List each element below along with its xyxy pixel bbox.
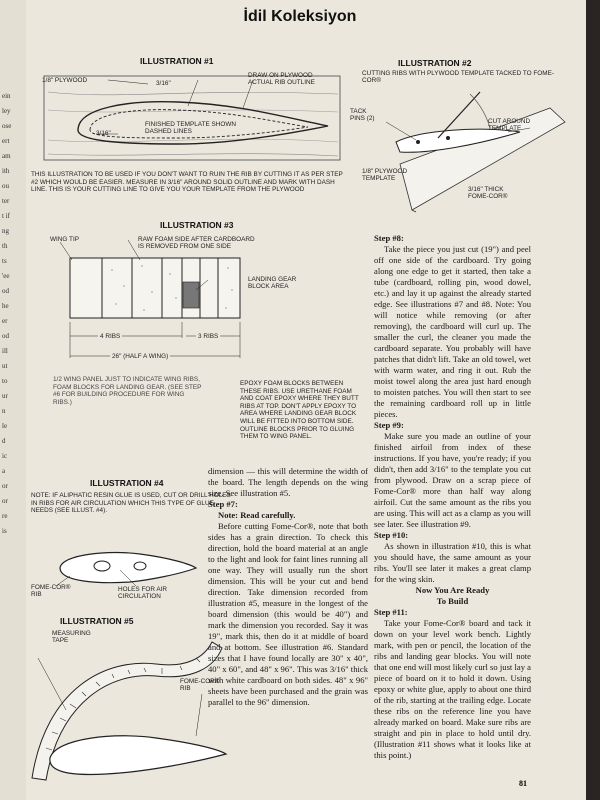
step8-heading: Step #8: xyxy=(374,233,404,243)
left-page-fragment: ng xyxy=(2,227,9,235)
step7-note: Note: Read carefully. xyxy=(218,510,296,520)
left-page-fragment: ou xyxy=(2,182,9,190)
ill1-plywood-label: 1/8" PLYWOOD xyxy=(42,77,88,84)
ill3-caption-left: 1/2 WING PANEL JUST TO INDICATE WING RIBS, FOAM BLOCKS FOR LANDING GEAR. (SEE STEP #6 FOR BUILDING PROCEDURE FOR WING RIBS.) xyxy=(53,376,202,406)
watermark: İdil Koleksiyon xyxy=(243,8,357,25)
ill3-title: ILLUSTRATION #3 xyxy=(160,220,234,230)
left-page-fragment: t if xyxy=(2,212,10,220)
left-page-fragment: th xyxy=(2,242,8,250)
left-page-fragment: ley xyxy=(2,107,11,115)
step10-text: As shown in illustration #10, this is what you should have, the same amount as your ribs. You'll see later it makes a great clamp for the wing skin. xyxy=(374,541,531,584)
ill3-four-ribs: 4 RIBS xyxy=(100,333,121,340)
left-page-fragment: 'ee xyxy=(2,272,10,280)
ill3-raw-label: RAW FOAM SIDE AFTER CARDBOARD IS REMOVED FROM ONE SIDE xyxy=(138,236,255,251)
left-page-edge xyxy=(0,0,26,800)
step7-text: Before cutting Fome-Cor®, note that both sides has a grain direction. To check this direction, hold the board material at an angle to the light and look for faint lines running all one way. They will usually run the short dimension. This will be your cut and bend direction. Take dimension recorded from illustration #5, measure in the longest of the board dimension (this would be 40") and mark the dimension you recorded. Say it was 19", mark this, then do it at middle of board and at bottom. See illustration #6. Standard sizes that I have found locally are 30" x 40", 40" x 60", and 48" x 96". This was 3/16" thick with white cardboard on both sides. 48" x 96" sheets have been purchased and the grain was parallel to the 96" dimension. xyxy=(208,521,368,707)
step11-heading: Step #11: xyxy=(374,607,408,617)
gear-block xyxy=(183,282,199,308)
step9-text: Make sure you made an outline of your finished airfoil from index of these instructions. If you have, you're ready; if you didn't, then add 3/16" to the template you cut from plywood. Draw on a scrap piece of Fome-Cor® more than half way along airfoil. Cut the same amount as the ribs you are using. This will act as a clamp as you will see later. See illustration #9. xyxy=(374,431,531,529)
ill4-holes-label: HOLES FOR AIR CIRCULATION xyxy=(118,586,168,601)
left-page-fragment: to xyxy=(2,377,8,385)
left-page-fragment: ter xyxy=(2,197,10,205)
left-page-fragment: ts xyxy=(2,257,7,265)
ill3-three-ribs: 3 RIBS xyxy=(198,333,219,340)
left-page-fragment: ur xyxy=(2,392,8,400)
plywood-board xyxy=(44,76,340,160)
rib-profile xyxy=(50,736,226,775)
left-page-fragment: d xyxy=(2,437,6,445)
left-page-fragment: od xyxy=(2,332,9,340)
ill5-tape-label: MEASURING TAPE xyxy=(52,630,91,645)
ill1-title: ILLUSTRATION #1 xyxy=(140,56,214,66)
ill2-tack-label: TACK PINS (2) xyxy=(350,108,375,123)
ill3-tip-label: WING TIP xyxy=(50,236,79,243)
left-page-fragment: a xyxy=(2,467,6,475)
left-page-fragment: is xyxy=(2,527,7,535)
ill3-gear-label: LANDING GEAR BLOCK AREA xyxy=(248,276,297,291)
ill2-cut-label: CUT AROUND TEMPLATE xyxy=(488,118,531,133)
left-page-fragment: ic xyxy=(2,452,8,460)
ill2-subtitle: CUTTING RIBS WITH PLYWOOD TEMPLATE TACKED TO FOME-COR® xyxy=(362,70,554,85)
ill3-caption-right: EPOXY FOAM BLOCKS BETWEEN THESE RIBS. USE URETHANE FOAM AND COAT EPOXY WHERE THEY BUTT RIBS AT TOP. DON'T APPLY EPOXY TO AREA WHERE LANDING GEAR BLOCK WILL BE FITTED INTO BOTTOM SIDE. OUTLINE BLOCKS PRIOR TO GLUING THEM TO WING PANEL. xyxy=(240,380,359,441)
ill1-finished-label: FINISHED TEMPLATE SHOWN DASHED LINES xyxy=(145,121,237,136)
left-page-fragment: ose xyxy=(2,122,12,130)
left-page-fragment: ein xyxy=(2,92,11,100)
ill4-note: NOTE: IF ALIPHATIC RESIN GLUE IS USED, CUT OR DRILL HOLES IN RIBS FOR AIR CIRCULATION WHICH THIS TYPE OF GLUE NEEDS (SEE ILLUST. #4). xyxy=(31,492,231,515)
left-page-fragment: or xyxy=(2,497,8,505)
step8-text: Take the piece you just cut (19") and peel off one side of the cardboard. Try going along one edge to get it started, then take a tube (cardboard, rolling pin, wood dowel, etc.) and lay it up against the already started edge. See illustrations #7 and #8. Note: You will notice while removing (or after removing), the cardboard will curl up. The smaller the curl, the cleaner you made the cardboard separate. You probably will have patches that didn't lift. Take an old towel, wet with warm water, and ring it out. Rub the moist towel along the area just hard enough to moisten patches. You will then start to see the remaining cardboard roll up in little pieces. xyxy=(374,244,531,419)
ill3-half-wing: 26" (HALF A WING) xyxy=(112,353,169,360)
step10-heading: Step #10: xyxy=(374,530,409,540)
ill1-caption: THIS ILLUSTRATION TO BE USED IF YOU DON'T WANT TO RUIN THE RIB BY CUTTING IT AS PER STEP #2 WHICH WOULD BE EASIER. MEASURE IN 3/16" AROUND SOLID OUTLINE AND MARK WITH DASH LINE. THIS IS YOUR CUTTING LINE TO GIVE YOU YOUR TEMPLATE FROM THE PLYWOOD xyxy=(31,171,343,194)
page-number: 81 xyxy=(519,779,527,788)
left-page-fragment: am xyxy=(2,152,11,160)
middle-column xyxy=(208,466,368,708)
left-page-fragment: or xyxy=(2,482,8,490)
ill2-thick-label: 3/16" THICK FOME-COR® xyxy=(468,186,508,201)
left-page-fragment: le xyxy=(2,422,8,430)
ill5-drawing xyxy=(26,628,236,788)
ready-to-build-heading: Now You Are Ready To Build xyxy=(415,585,490,606)
ill4-rib-label: FOME-COR® RIB xyxy=(31,584,71,599)
left-page-fragment: re xyxy=(2,512,8,520)
ill5-title: ILLUSTRATION #5 xyxy=(60,616,134,626)
ill2-title: ILLUSTRATION #2 xyxy=(398,58,472,68)
step7-heading: Step #7: xyxy=(208,499,238,509)
ill1-draw-label: DRAW ON PLYWOOD ACTUAL RIB OUTLINE xyxy=(248,72,315,87)
ill2-plywood-label: 1/8" PLYWOOD TEMPLATE xyxy=(362,168,408,183)
right-column xyxy=(374,233,531,761)
left-page-fragment: n xyxy=(2,407,6,415)
mid-intro: dimension — this will determine the width of the board. The length depends on the wing size. See illustration #5. xyxy=(208,466,368,498)
wing-panel xyxy=(70,258,240,318)
left-page-fragment: ith xyxy=(2,167,10,175)
left-page-fragment: ill xyxy=(2,347,8,355)
left-page-fragment: od xyxy=(2,287,9,295)
ill5-rib-label: FOME-COR® RIB xyxy=(180,678,220,693)
ill1-dim-b: 3/16" xyxy=(96,130,111,137)
left-page-fragment: ert xyxy=(2,137,10,145)
ill4-title: ILLUSTRATION #4 xyxy=(90,478,164,488)
left-page-fragment: ut xyxy=(2,362,8,370)
step9-heading: Step #9: xyxy=(374,420,404,430)
left-page-fragment: he xyxy=(2,302,9,310)
ill2-drawing xyxy=(360,92,570,212)
step11-text: Take your Fome-Cor® board and tack it down on your level work bench. Lightly mark, with pen or pencil, the location of the ribs and landing gear blocks. You will note that one end will most likely curl so just lay a piece of board on it to hold it down. Using epoxy or white glue, apply to about one third of the rib, starting at the trailing edge. Locate these ribs on the reference line you have already marked on board. Make sure ribs are straight and pin in place to hold until dry. (Illustration #11 shows what it looks like at this point.) xyxy=(374,618,531,760)
left-page-fragment: er xyxy=(2,317,8,325)
ill1-dim-a: 3/16" xyxy=(156,80,171,87)
